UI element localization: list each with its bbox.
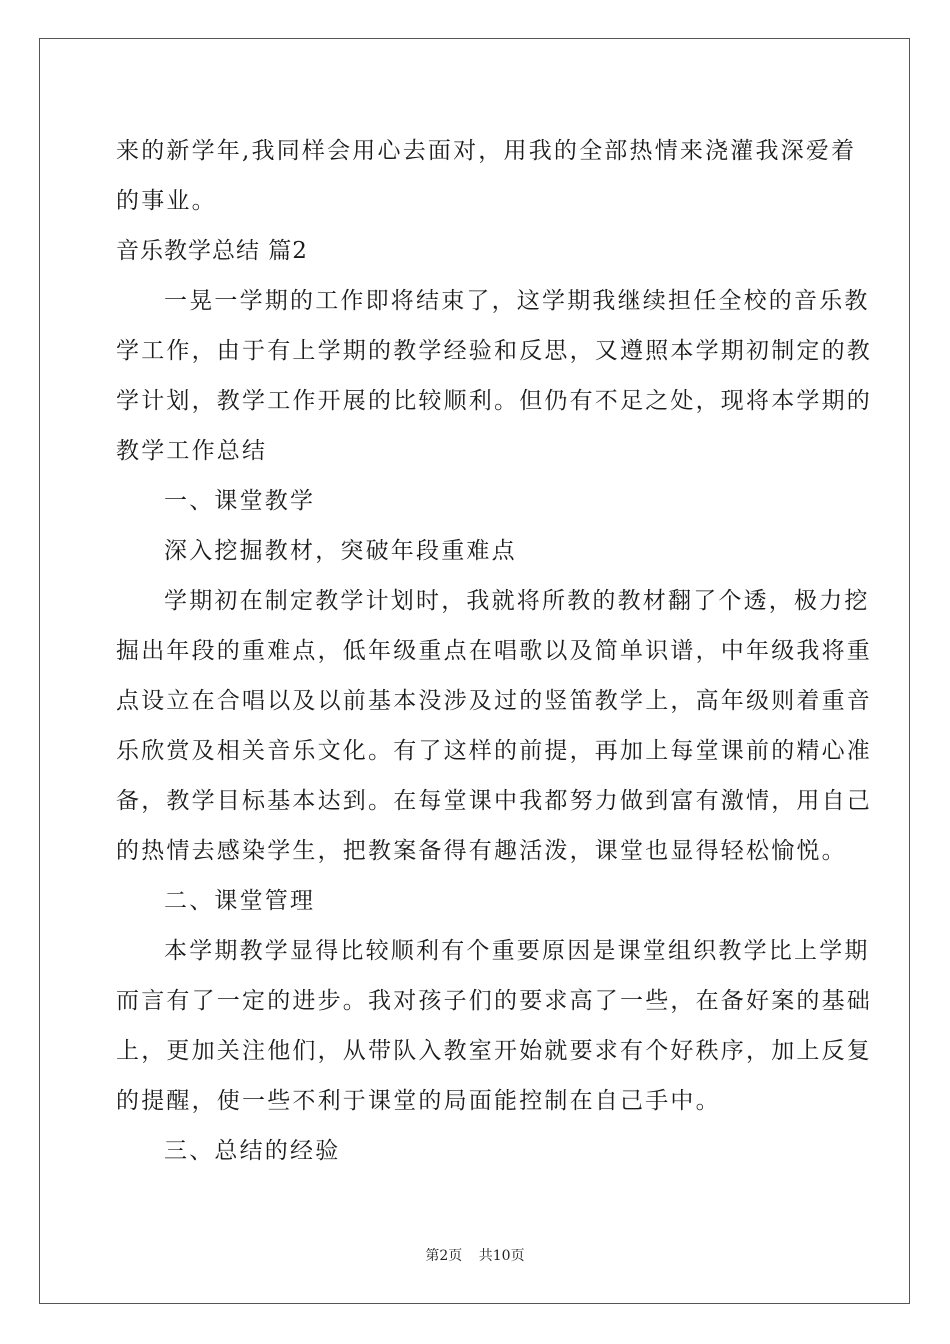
text-line: 学计划，教学工作开展的比较顺利。但仍有不足之处，现将本学期的 — [116, 388, 872, 414]
text-line: 来的新学年,我同样会用心去面对，用我的全部热情来浇灌我深爱着 — [116, 138, 857, 164]
text-line: 学工作，由于有上学期的教学经验和反思，又遵照本学期初制定的教 — [116, 338, 872, 364]
text-line: 备，教学目标基本达到。在每堂课中我都努力做到富有激情，用自己 — [116, 788, 872, 814]
section-title: 音乐教学总结 篇2 — [116, 238, 308, 264]
subheading-classroom-management: 二、课堂管理 — [164, 888, 316, 914]
subheading-experience: 三、总结的经验 — [164, 1138, 341, 1164]
paragraph-start: 本学期教学显得比较顺利有个重要原因是课堂组织教学比上学期 — [164, 938, 870, 964]
page-number: 第2页 — [425, 1248, 463, 1264]
subheading-classroom-teaching: 一、课堂教学 — [164, 488, 316, 514]
text-line: 点设立在合唱以及以前基本没涉及过的竖笛教学上，高年级则着重音 — [116, 688, 872, 714]
subheading-textbook: 深入挖掘教材，突破年段重难点 — [164, 538, 517, 564]
text-line: 而言有了一定的进步。我对孩子们的要求高了一些，在备好案的基础 — [116, 988, 872, 1014]
page-footer — [0, 1245, 950, 1265]
text-line: 的提醒，使一些不利于课堂的局面能控制在自己手中。 — [116, 1088, 721, 1114]
document-body — [116, 126, 872, 1176]
paragraph-start: 一晃一学期的工作即将结束了，这学期我继续担任全校的音乐教 — [164, 288, 870, 314]
page-total: 共10页 — [478, 1248, 525, 1264]
text-line: 的事业。 — [116, 188, 217, 214]
paragraph-start: 学期初在制定教学计划时，我就将所教的教材翻了个透，极力挖 — [164, 588, 870, 614]
text-line: 上，更加关注他们，从带队入教室开始就要求有个好秩序，加上反复 — [116, 1038, 872, 1064]
text-line: 掘出年段的重难点，低年级重点在唱歌以及简单识谱，中年级我将重 — [116, 638, 872, 664]
text-line: 的热情去感染学生，把教案备得有趣活泼，课堂也显得轻松愉悦。 — [116, 838, 847, 864]
text-line: 乐欣赏及相关音乐文化。有了这样的前提，再加上每堂课前的精心准 — [116, 738, 872, 764]
text-line: 教学工作总结 — [116, 438, 268, 464]
